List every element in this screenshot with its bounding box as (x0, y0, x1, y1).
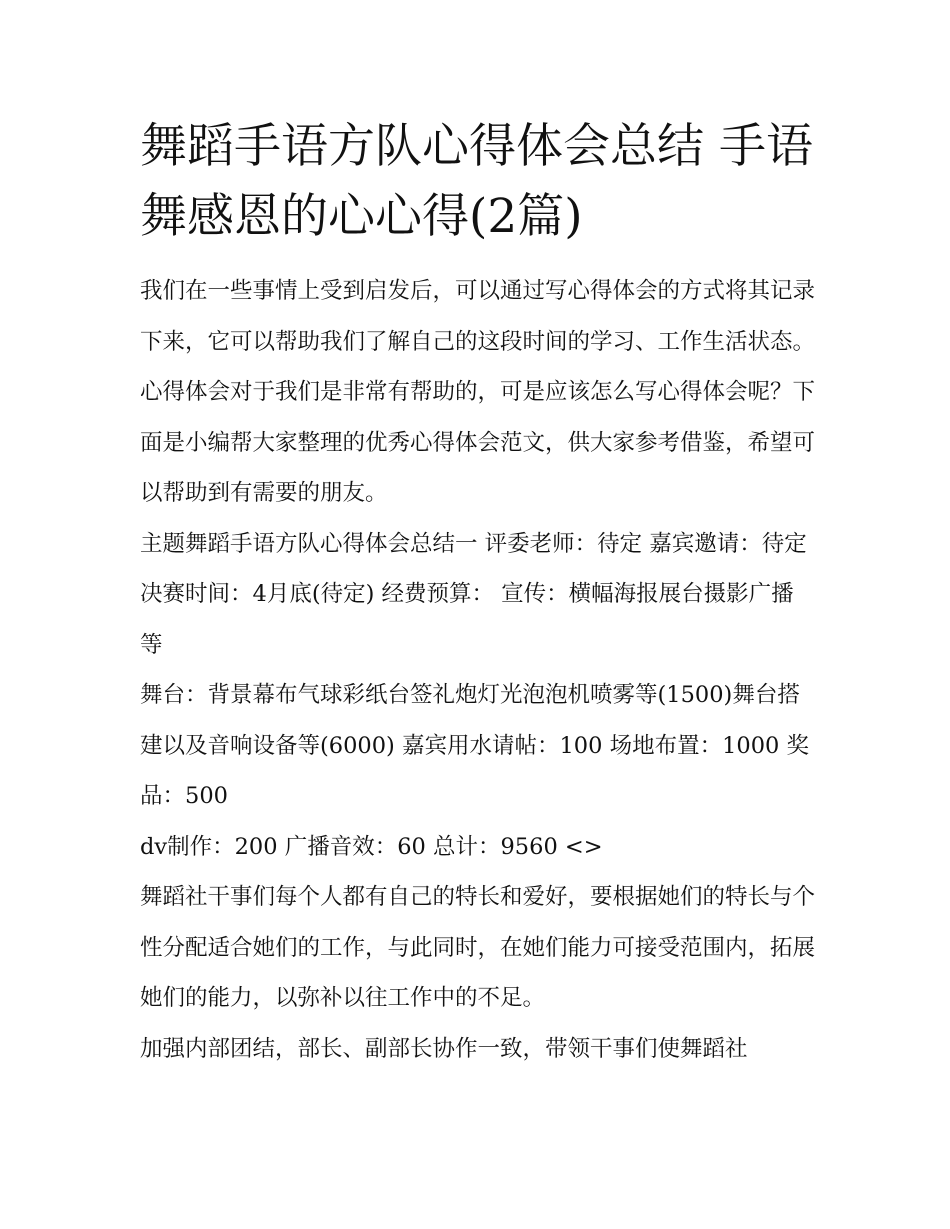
paragraph-dv-total: dv制作：200 广播音效：60 总计：9560 <> (140, 833, 603, 860)
document-title: 舞蹈手语方队心得体会总结 手语舞感恩的心心得(2篇) (140, 119, 813, 244)
paragraph-unity: 加强内部团结，部长、副部长协作一致，带领干事们使舞蹈社 (140, 1035, 748, 1062)
document-page (140, 112, 815, 1074)
paragraph-staff: 舞蹈社干事们每个人都有自己的特长和爱好，要根据她们的特长与个性分配适合她们的工作，与此同时，在她们能力可接受范围内，拓展她们的能力，以弥补以往工作中的不足。 (140, 884, 816, 1011)
paragraph-theme: 主题舞蹈手语方队心得体会总结一 评委老师：待定 嘉宾邀请：待定 决赛时间：4月底(待定) 经费预算： 宣传：横幅海报展台摄影广播等 (140, 530, 807, 658)
paragraph-stage-budget: 舞台：背景幕布气球彩纸台签礼炮灯光泡泡机喷雾等(1500)舞台搭建以及音响设备等(6000) 嘉宾用水请帖：100 场地布置：1000 奖品：500 (140, 682, 809, 809)
paragraph-intro: 我们在一些事情上受到启发后，可以通过写心得体会的方式将其记录下来，它可以帮助我们了解自己的这段时间的学习、工作生活状态。心得体会对于我们是非常有帮助的，可是应该怎么写心得体会呢？下面是小编帮大家整理的优秀心得体会范文，供大家参考借鉴，希望可以帮助到有需要的朋友。 (140, 278, 816, 506)
